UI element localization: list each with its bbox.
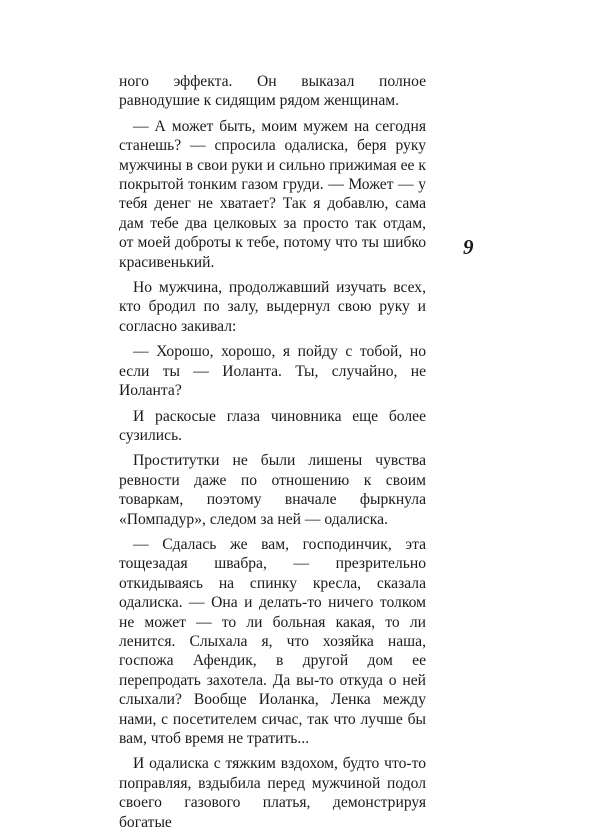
paragraph-8: И одалиска с тяжким вздохом, будто что-то поправляя, вздыбила перед мужчиной подол своего газового платья, демонстрируя богатые (119, 755, 426, 831)
paragraph-5: И раскосые глаза чиновника еще более сузились. (119, 407, 426, 444)
paragraph-1: ного эффекта. Он выказал полное равнодушие к сидящим рядом женщинам. (119, 73, 426, 110)
body-text (119, 72, 426, 838)
paragraph-6: Проститутки не были лишены чувства ревности даже по отношению к своим товаркам, поэтому вначале фыркнула «Помпадур», следом за ней — одалиска. (119, 452, 426, 528)
paragraph-7: — Сдалась же вам, господинчик, эта тощезадая швабра, — презрительно откидываясь на спинку кресла, сказала одалиска. — Она и делать-то ничего толком не может — то ли больная какая, то ли ленится. Слыхала я, что хозяйка наша, госпожа Афендик, в другой дом ее перепродать захотела. Да вы-то откуда о ней слыхали? Вообще Иоланка, Ленка между нами, с посетителем сичас, так что лучше бы вам, чтоб время не тратить... (119, 535, 426, 747)
paragraph-4: — Хорошо, хорошо, я пойду с тобой, но если ты — Иоланта. Ты, случайно, не Иоланта? (119, 343, 426, 400)
paragraph-3: Но мужчина, продолжавший изучать всех, кто бродил по залу, выдернул свою руку и согласно закивал: (119, 279, 426, 335)
paragraph-2: — А может быть, моим мужем на сегодня станешь? — спросила одалиска, беря руку мужчины в свои руки и сильно прижимая ее к покрытой тонким газом груди. — Может — у тебя денег не хватает? Так я добавлю, сама дам тебе два целковых за просто так отдам, от моей доброты к тебе, потому что ты шибко красивенький. (119, 117, 426, 271)
page-number: 9 (463, 235, 474, 259)
